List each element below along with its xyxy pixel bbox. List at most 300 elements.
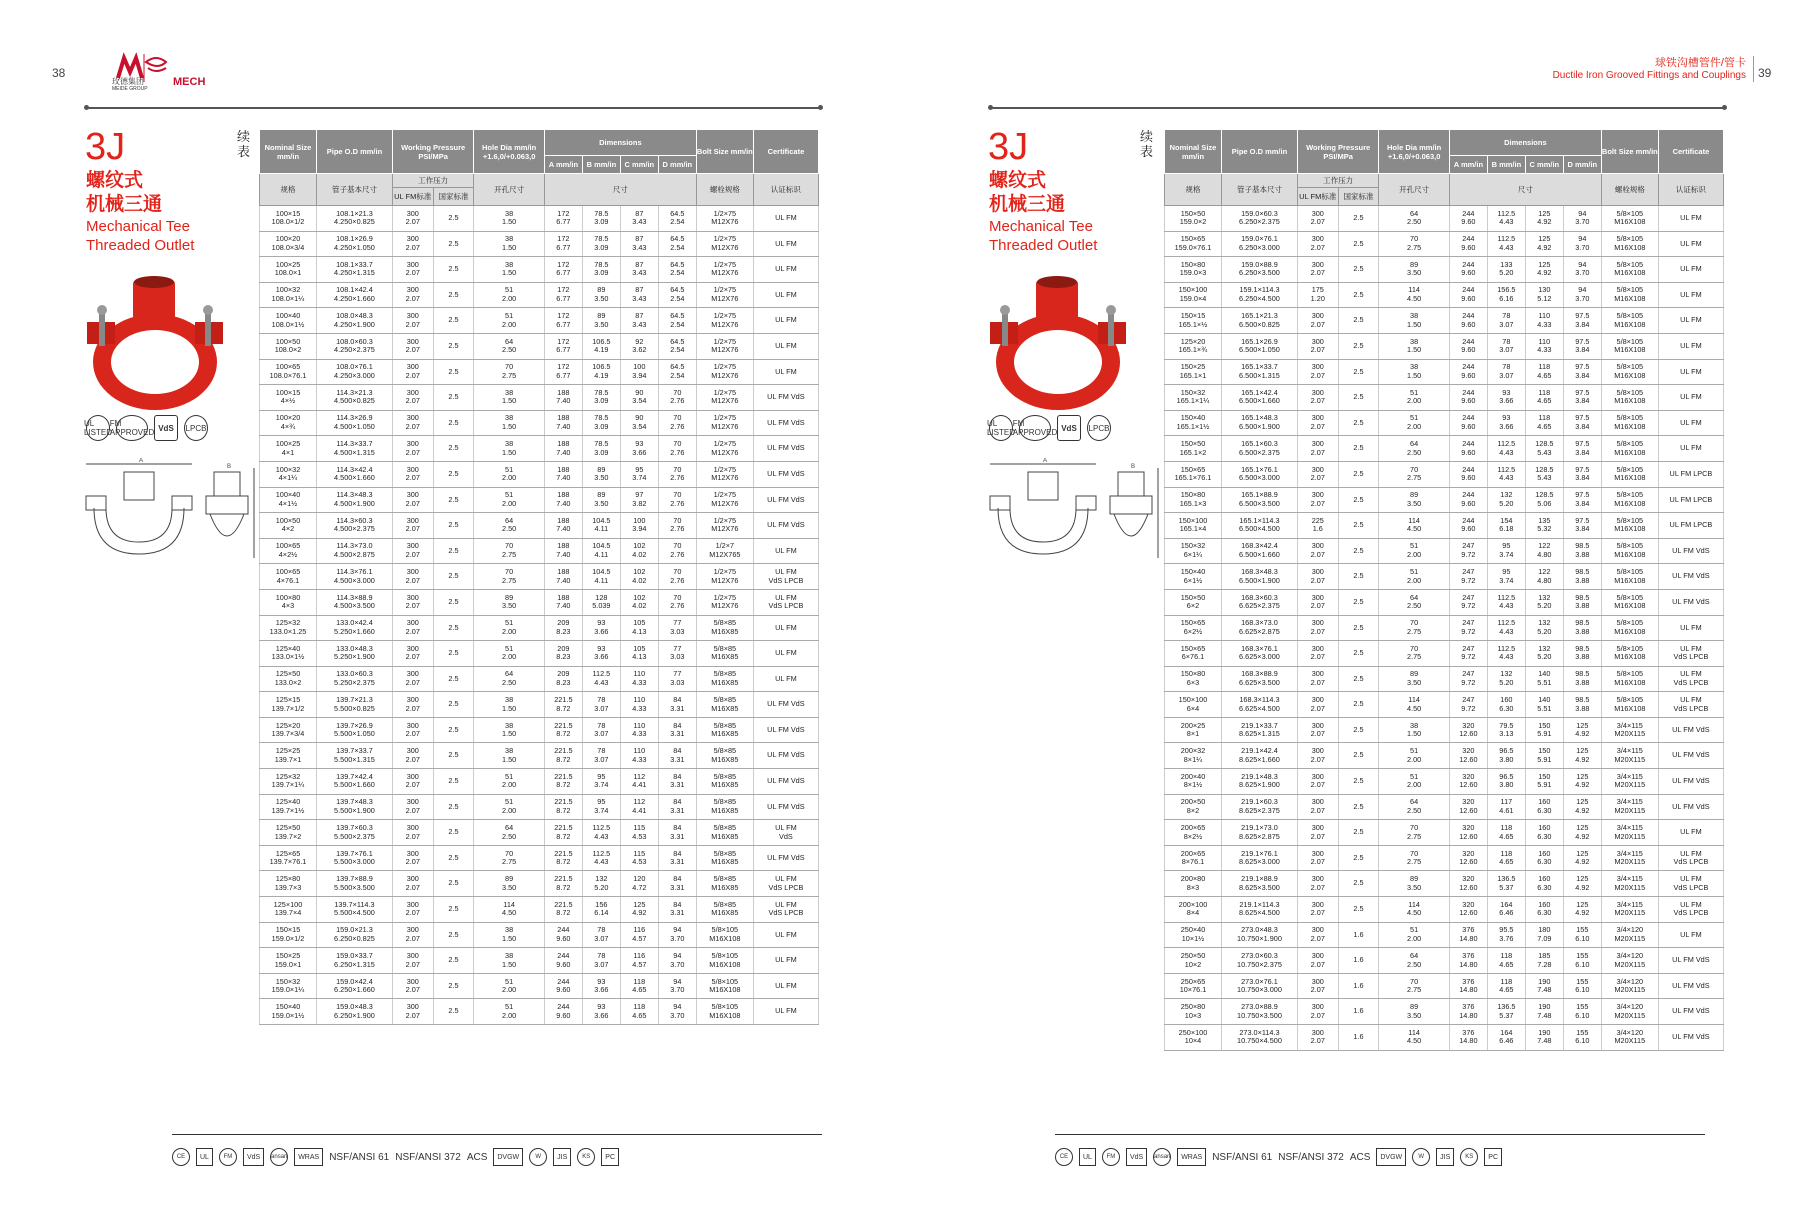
cell-hole: [1379, 436, 1450, 462]
cell-ulfm-pressure-line1: 300: [406, 950, 419, 960]
cell-dim-b: [1487, 615, 1525, 641]
cell-dim-a-line1: 247: [1462, 592, 1475, 602]
cell-nominal-line2: 6×4: [1186, 703, 1200, 713]
cell-bolt-line1: 1/2×75: [713, 439, 737, 449]
cell-pipe-od-line2: 4.500×3.500: [334, 601, 375, 611]
cell-dim-b: [1487, 743, 1525, 769]
cell-ulfm-pressure-line1: 300: [406, 848, 419, 858]
cell-ulfm-pressure: [392, 359, 433, 385]
cell-bolt: [696, 589, 753, 615]
table-row: [260, 871, 819, 897]
cell-dim-d-line2: 3.31: [670, 703, 685, 713]
cell-bolt-line2: M12X765: [709, 550, 741, 560]
cell-dim-a: [1449, 206, 1487, 232]
cell-hole-line2: 2.50: [1407, 959, 1422, 969]
cell-certificate-line2: VdS LPCB: [768, 601, 804, 611]
cell-dim-c: [1525, 359, 1563, 385]
header-cn-bolt: 螺栓规格: [1601, 174, 1658, 206]
cell-dim-d: [658, 206, 696, 232]
cell-dim-c-line2: 4.92: [1537, 242, 1552, 252]
cell-pipe-od-line1: 139.7×76.1: [336, 848, 373, 858]
cell-dim-a-line1: 221.5: [554, 899, 573, 909]
cell-dim-b-line1: 93: [597, 618, 606, 628]
cell-nominal: [260, 513, 317, 539]
cell-nominal-line1: 125×32: [275, 771, 301, 781]
cell-dim-a: [544, 743, 582, 769]
cell-pipe-od-line1: 159.0×33.7: [336, 950, 373, 960]
cell-dim-d-line2: 6.10: [1575, 959, 1590, 969]
cell-dim-c-line2: 4.65: [1537, 396, 1552, 406]
cell-certificate: [753, 871, 818, 897]
cell-bolt-line1: 3/4×120: [1616, 976, 1644, 986]
cell-dim-c-line2: 4.57: [632, 933, 647, 943]
section-title-en-2: Threaded Outlet: [989, 237, 1098, 254]
cell-pipe-od: [316, 743, 392, 769]
cell-dim-b-line1: 133: [1500, 259, 1513, 269]
cell-dim-a-line2: 7.40: [556, 473, 571, 483]
cell-dim-d-line2: 6.10: [1575, 1010, 1590, 1020]
cell-dim-b: [582, 589, 620, 615]
cell-certificate-line1: UL FM: [1680, 417, 1702, 427]
cell-dim-a-line2: 14.80: [1459, 1010, 1478, 1020]
cell-dim-b-line1: 78.5: [594, 439, 609, 449]
cell-dim-d-line2: 4.92: [1575, 831, 1590, 841]
cell-dim-d-line1: 125: [1576, 874, 1589, 884]
cell-certificate: [1658, 999, 1723, 1025]
cell-dim-a-line1: 172: [557, 208, 570, 218]
cell-dim-a-line1: 244: [1462, 208, 1475, 218]
cell-nominal-line2: 8×3: [1186, 882, 1200, 892]
cell-bolt: [1601, 410, 1658, 436]
cell-dim-b: [1487, 948, 1525, 974]
cell-hole: [1379, 845, 1450, 871]
cell-dim-c-line2: 4.02: [632, 550, 647, 560]
cell-ulfm-pressure: [1297, 564, 1338, 590]
cell-dim-c: [620, 769, 658, 795]
cell-dim-b-line2: 5.20: [1499, 268, 1514, 278]
cell-dim-b-line2: 3.07: [1499, 319, 1514, 329]
cell-dim-d-line1: 97.5: [1575, 413, 1590, 423]
cell-ulfm-pressure-line1: 300: [406, 746, 419, 756]
cell-nominal-line2: 139.7×1/2: [271, 703, 305, 713]
cell-pipe-od-line1: 114.3×73.0: [336, 541, 373, 551]
cell-pipe-od-line2: 6.500×0.825: [1239, 319, 1280, 329]
cell-dim-a: [1449, 410, 1487, 436]
cell-dim-d: [658, 845, 696, 871]
cell-national-pressure: 2.5: [433, 973, 474, 999]
cell-pipe-od-line2: 10.750×3.500: [1237, 1010, 1282, 1020]
cell-national-pressure: 2.5: [433, 845, 474, 871]
cell-certificate-line1: UL FM: [775, 366, 797, 376]
cell-dim-a-line1: 247: [1462, 618, 1475, 628]
header-dimensions: Dimensions: [544, 130, 696, 156]
cell-nominal: [260, 666, 317, 692]
cell-national-pressure: 2.5: [1338, 717, 1379, 743]
brand-mech: MECH: [173, 76, 206, 88]
cell-dim-c-line1: 118: [1538, 387, 1551, 397]
cell-nominal: [260, 436, 317, 462]
cell-nominal: [1165, 461, 1222, 487]
cell-ulfm-pressure-line1: 300: [406, 822, 419, 832]
cell-bolt: [1601, 666, 1658, 692]
cell-dim-a-line1: 172: [557, 259, 570, 269]
cell-dim-c-line2: 4.33: [632, 677, 647, 687]
cell-pipe-od-line2: 5.500×1.315: [334, 754, 375, 764]
cell-hole-line1: 70: [505, 848, 514, 858]
cell-certificate: [1658, 897, 1723, 923]
cell-hole-line2: 2.00: [502, 626, 517, 636]
cell-nominal-line2: 165.1×1: [1179, 370, 1207, 380]
cell-pipe-od-line2: 5.500×2.375: [334, 831, 375, 841]
cell-ulfm-pressure: [392, 461, 433, 487]
cell-certificate-line1: UL FM: [775, 622, 797, 632]
cell-pipe-od-line1: 165.1×26.9: [1241, 336, 1278, 346]
cell-nominal-line2: 4×3: [281, 601, 295, 611]
cell-hole: [1379, 948, 1450, 974]
cell-dim-a: [544, 487, 582, 513]
cell-dim-d-line1: 70: [673, 387, 682, 397]
cell-dim-a-line1: 376: [1462, 1027, 1475, 1037]
cell-dim-a: [1449, 692, 1487, 718]
cell-bolt-line1: 5/8×85: [713, 643, 737, 653]
cell-hole: [1379, 743, 1450, 769]
cell-dim-d: [1563, 1025, 1601, 1051]
cell-pipe-od-line2: 6.250×1.660: [334, 985, 375, 995]
cell-dim-a-line2: 8.72: [556, 857, 571, 867]
cell-hole-line2: 2.50: [1407, 217, 1422, 227]
cell-pipe-od-line1: 139.7×21.3: [336, 694, 373, 704]
bottom-rule: [172, 1134, 822, 1135]
cell-certificate: [753, 257, 818, 283]
cell-dim-c-line1: 160: [1538, 797, 1551, 807]
cell-dim-d: [658, 871, 696, 897]
cell-nominal-line2: 6×1¼: [1183, 550, 1203, 560]
cell-dim-b-line1: 112.5: [1497, 592, 1516, 602]
cell-nominal-line2: 159.0×1: [274, 959, 302, 969]
cell-dim-b: [1487, 666, 1525, 692]
footer-cert-strip: [1055, 1148, 1502, 1166]
cell-national-pressure: 2.5: [1338, 845, 1379, 871]
cell-dim-c-line2: 5.12: [1537, 294, 1552, 304]
cell-hole-line2: 3.50: [1407, 677, 1422, 687]
cell-pipe-od-line1: 108.1×33.7: [336, 259, 373, 269]
cell-pipe-od-line2: 8.625×1.660: [1239, 754, 1280, 764]
cell-dim-a-line1: 244: [557, 950, 570, 960]
cell-ulfm-pressure: [392, 513, 433, 539]
cell-dim-b: [582, 666, 620, 692]
table-row: [260, 231, 819, 257]
cell-hole-line2: 4.50: [502, 908, 517, 918]
cell-hole: [1379, 564, 1450, 590]
cell-dim-a: [1449, 231, 1487, 257]
cell-dim-a-line1: 376: [1462, 925, 1475, 935]
cell-bolt-line1: 3/4×115: [1616, 822, 1643, 832]
cell-national-pressure: 2.5: [433, 820, 474, 846]
cell-nominal-line2: 108.0×3/4: [271, 242, 305, 252]
table-row: [1165, 538, 1724, 564]
cell-dim-c-line1: 90: [635, 413, 644, 423]
cell-nominal-line2: 159.0×3: [1179, 268, 1207, 278]
cell-dim-d-line2: 3.70: [1575, 217, 1590, 227]
cell-ulfm-pressure-line1: 300: [406, 720, 419, 730]
cell-dim-b: [1487, 231, 1525, 257]
cell-hole-line2: 1.50: [502, 729, 517, 739]
cell-dim-b: [582, 487, 620, 513]
cell-dim-a-line1: 221.5: [554, 797, 573, 807]
cell-dim-a: [1449, 794, 1487, 820]
cell-hole: [1379, 615, 1450, 641]
cell-dim-a: [1449, 1025, 1487, 1051]
cell-bolt: [696, 513, 753, 539]
cell-pipe-od: [316, 845, 392, 871]
cell-certificate-line1: UL FM VdS: [767, 724, 805, 734]
cell-dim-d-line2: 3.70: [1575, 294, 1590, 304]
cell-ulfm-pressure-line2: 2.07: [405, 473, 420, 483]
cell-dim-d-line2: 3.88: [1575, 677, 1590, 687]
cell-bolt-line2: M20X115: [1614, 857, 1646, 867]
cell-nominal-line2: 159.0×2: [1179, 217, 1207, 227]
cell-bolt-line2: M16X85: [711, 652, 739, 662]
cell-certificate-line1: UL FM: [775, 289, 797, 299]
cell-dim-a-line2: 12.60: [1459, 729, 1478, 739]
cell-bolt-line2: M16X108: [1614, 550, 1646, 560]
cell-certificate-line1: UL FM VdS: [1672, 596, 1710, 606]
cell-bolt-line1: 5/8×105: [711, 925, 739, 935]
cell-dim-b-line2: 4.65: [1499, 985, 1514, 995]
header-cn-cert: 认证标识: [753, 174, 818, 206]
cell-dim-b-line2: 3.50: [594, 473, 609, 483]
cell-dim-b-line2: 3.74: [594, 805, 609, 815]
cell-dim-a: [544, 308, 582, 334]
cell-dim-d-line1: 97.5: [1575, 439, 1590, 449]
cell-dim-c-line2: 3.94: [632, 524, 647, 534]
cell-national-pressure: 2.5: [1338, 692, 1379, 718]
cell-dim-b-line1: 89: [597, 311, 606, 321]
cell-bolt-line2: M12X76: [711, 498, 739, 508]
table-row: [1165, 359, 1724, 385]
ansan-cert-icon: ansan: [1153, 1148, 1171, 1166]
cell-dim-a-line2: 7.40: [556, 601, 571, 611]
cell-dim-b-line1: 136.5: [1497, 874, 1516, 884]
cell-certificate-line1: UL FM: [775, 980, 797, 990]
cell-nominal-line2: 133.0×2: [274, 677, 302, 687]
cell-pipe-od: [316, 948, 392, 974]
cell-pipe-od-line1: 219.1×76.1: [1241, 848, 1278, 858]
cell-nominal: [1165, 871, 1222, 897]
cell-ulfm-pressure: [392, 820, 433, 846]
cell-dim-d-line1: 98.5: [1575, 592, 1590, 602]
cell-dim-d: [658, 257, 696, 283]
cell-nominal: [260, 717, 317, 743]
cell-dim-c-line2: 5.51: [1537, 703, 1552, 713]
table-row: [1165, 333, 1724, 359]
cell-dim-a-line2: 9.60: [556, 985, 571, 995]
cell-bolt-line1: 3/4×120: [1616, 925, 1644, 935]
cell-pipe-od: [1221, 1025, 1297, 1051]
cell-bolt: [696, 615, 753, 641]
cell-dim-c-line2: 5.32: [1537, 524, 1552, 534]
cell-national-pressure: 2.5: [1338, 308, 1379, 334]
cell-bolt-line2: M16X108: [1614, 447, 1646, 457]
header-cn-pressure: 工作压力: [1297, 174, 1378, 188]
cell-dim-a: [1449, 615, 1487, 641]
table-row: [1165, 794, 1724, 820]
cell-dim-c-line2: 4.41: [632, 805, 647, 815]
cell-hole-line2: 1.50: [1407, 370, 1422, 380]
cell-ulfm-pressure-line2: 2.07: [405, 370, 420, 380]
cell-pipe-od-line2: 6.625×2.375: [1239, 601, 1280, 611]
cell-nominal-line1: 100×65: [275, 362, 301, 372]
cell-dim-d-line1: 70: [673, 413, 682, 423]
cell-pipe-od-line1: 114.3×48.3: [336, 490, 373, 500]
cell-dim-a: [544, 282, 582, 308]
cell-hole-line1: 51: [1410, 541, 1419, 551]
cell-bolt: [1601, 589, 1658, 615]
table-row: [260, 717, 819, 743]
cell-certificate: [1658, 743, 1723, 769]
cell-ulfm-pressure-line2: 2.07: [405, 447, 420, 457]
cell-pipe-od-line1: 168.3×42.4: [1241, 541, 1278, 551]
cell-hole: [474, 487, 545, 513]
cell-dim-a: [544, 385, 582, 411]
cell-ulfm-pressure-line1: 300: [1311, 720, 1324, 730]
cell-ulfm-pressure: [392, 589, 433, 615]
cell-bolt-line1: 1/2×75: [713, 362, 737, 372]
cell-dim-d-line2: 3.31: [670, 729, 685, 739]
cell-bolt-line2: M16X108: [1614, 626, 1646, 636]
cell-hole-line1: 64: [1410, 592, 1419, 602]
cell-certificate-line1: UL FM: [775, 1006, 797, 1016]
technical-drawing: [84, 458, 259, 568]
cell-dim-b-line1: 93: [597, 976, 606, 986]
cell-dim-b: [1487, 897, 1525, 923]
cell-dim-b-line2: 3.76: [1499, 933, 1514, 943]
cell-certificate: [1658, 922, 1723, 948]
cell-pipe-od-line2: 5.500×0.825: [334, 703, 375, 713]
cell-dim-d: [658, 308, 696, 334]
cell-hole-line1: 70: [1410, 976, 1419, 986]
cell-dim-b: [582, 641, 620, 667]
cell-dim-d: [1563, 308, 1601, 334]
cell-bolt-line2: M16X85: [711, 626, 739, 636]
cell-nominal-line2: 108.0×76.1: [269, 370, 307, 380]
cell-pipe-od: [1221, 231, 1297, 257]
cell-dim-a: [544, 692, 582, 718]
cell-dim-b-line1: 118: [1500, 976, 1513, 986]
cell-dim-a-line2: 7.40: [556, 447, 571, 457]
cell-ulfm-pressure: [1297, 820, 1338, 846]
cell-pipe-od-line2: 5.500×1.660: [334, 780, 375, 790]
cell-certificate-line1: UL FM VdS: [767, 417, 805, 427]
cell-dim-c: [1525, 333, 1563, 359]
cell-dim-c-line2: 3.54: [632, 396, 647, 406]
cell-dim-b-line1: 112.5: [1497, 234, 1516, 244]
cell-bolt: [1601, 436, 1658, 462]
cell-ulfm-pressure-line1: 300: [406, 413, 419, 423]
cell-certificate: [1658, 333, 1723, 359]
cell-nominal-line2: 4×76.1: [276, 575, 300, 585]
header-cn-pipe: 管子基本尺寸: [316, 174, 392, 206]
cell-national-pressure: 2.5: [433, 513, 474, 539]
cell-certificate: [1658, 845, 1723, 871]
cell-certificate: [753, 589, 818, 615]
cell-dim-b-line1: 112.5: [592, 669, 611, 679]
cell-dim-a-line2: 8.72: [556, 882, 571, 892]
cell-ulfm-pressure-line2: 2.07: [1310, 1036, 1325, 1046]
right-page: [900, 0, 1800, 1221]
footer-text-8: ACS: [466, 1151, 488, 1163]
cell-bolt-line1: 5/8×105: [1616, 592, 1644, 602]
cell-nominal-line2: 139.7×2: [274, 831, 302, 841]
cell-dim-a: [1449, 308, 1487, 334]
wras-cert-icon: WRAS: [1177, 1148, 1206, 1166]
cell-national-pressure: 2.5: [433, 308, 474, 334]
cell-certificate-line1: UL FM: [1680, 238, 1702, 248]
cell-nominal-line1: 100×25: [275, 259, 301, 269]
cell-dim-b-line1: 95: [1502, 541, 1511, 551]
cell-dim-c-line2: 4.65: [1537, 422, 1552, 432]
cell-pipe-od-line2: 6.250×4.500: [1239, 294, 1280, 304]
cell-nominal-line1: 200×25: [1180, 720, 1206, 730]
cell-certificate-line1: UL FM VdS: [767, 520, 805, 530]
cell-dim-a: [1449, 333, 1487, 359]
cell-dim-d-line1: 64.5: [670, 311, 685, 321]
cell-dim-a-line1: 244: [1462, 413, 1475, 423]
cell-dim-a: [1449, 564, 1487, 590]
cell-dim-b-line1: 104.5: [592, 541, 611, 551]
table-row: [1165, 897, 1724, 923]
cell-hole: [474, 461, 545, 487]
svg-text:B: B: [1131, 464, 1136, 470]
cell-hole-line2: 1.50: [502, 959, 517, 969]
cell-pipe-od: [1221, 589, 1297, 615]
cell-bolt-line2: M16X85: [711, 780, 739, 790]
cell-dim-d-line2: 2.76: [670, 524, 685, 534]
cell-dim-a-line1: 320: [1462, 848, 1475, 858]
cell-nominal-line2: 10×2: [1184, 959, 1202, 969]
cell-certificate-line1: UL FM: [775, 648, 797, 658]
cell-dim-d-line2: 3.88: [1575, 550, 1590, 560]
cell-bolt-line1: 1/2×75: [713, 387, 737, 397]
cell-certificate-line1: UL FM: [1680, 874, 1702, 884]
cell-ulfm-pressure-line2: 2.07: [1310, 831, 1325, 841]
cell-hole: [474, 845, 545, 871]
cell-dim-d-line1: 70: [673, 541, 682, 551]
header-certificate: Certificate: [1658, 130, 1723, 174]
cell-dim-a-line2: 9.72: [1461, 652, 1476, 662]
cell-dim-a-line2: 9.72: [1461, 550, 1476, 560]
cell-dim-b: [1487, 513, 1525, 539]
cell-ulfm-pressure: [1297, 897, 1338, 923]
cell-nominal: [260, 973, 317, 999]
cell-dim-a: [544, 922, 582, 948]
cell-dim-d-line1: 84: [673, 746, 682, 756]
table-row: [260, 410, 819, 436]
cell-ulfm-pressure-line1: 300: [1311, 234, 1324, 244]
cell-dim-a: [544, 257, 582, 283]
cell-certificate: [753, 794, 818, 820]
header-cn-ulfm: UL FM标准: [1297, 188, 1338, 206]
cell-bolt-line1: 1/2×75: [713, 464, 737, 474]
cell-dim-d-line1: 94: [1578, 285, 1587, 295]
cell-national-pressure: 2.5: [1338, 436, 1379, 462]
cell-dim-a-line2: 8.23: [556, 677, 571, 687]
cell-nominal-line2: 159.0×1/2: [271, 933, 305, 943]
cell-ulfm-pressure-line1: 300: [406, 1002, 419, 1012]
ce-cert-icon: CE: [172, 1148, 190, 1166]
cell-dim-c: [620, 385, 658, 411]
cell-bolt-line1: 5/8×105: [1616, 669, 1644, 679]
